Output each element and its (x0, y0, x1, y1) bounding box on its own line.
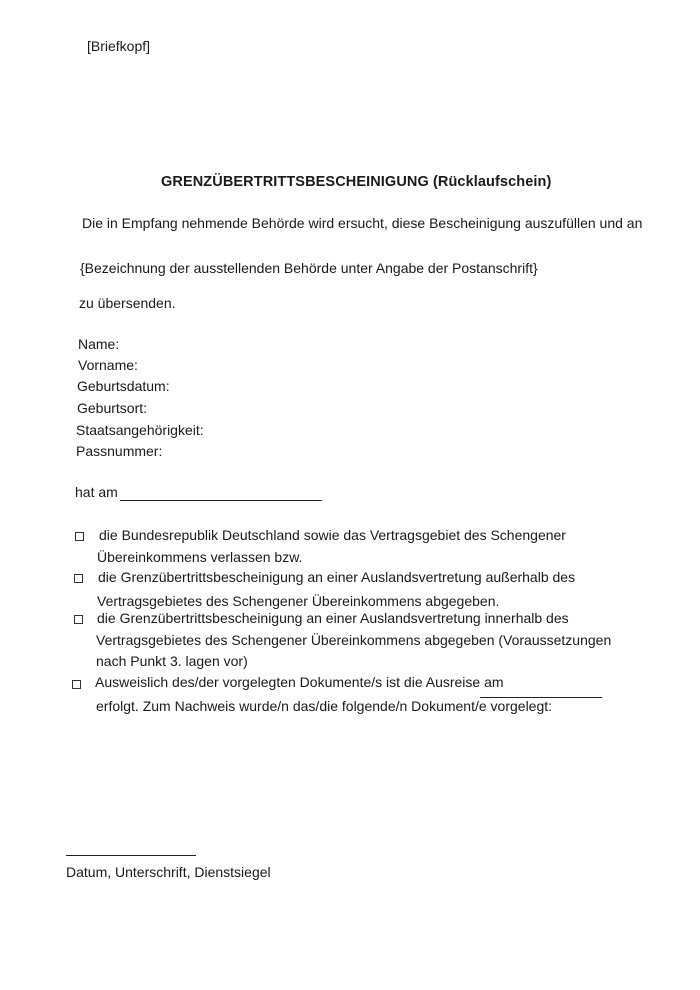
intro-line-3: zu übersenden. (79, 295, 176, 311)
option-3-checkbox[interactable] (74, 615, 83, 624)
document-title: GRENZÜBERTRITTSBESCHEINIGUNG (Rücklaufschein) (161, 174, 552, 190)
option-3-line-1: die Grenzübertrittsbescheinigung an einer Auslandsvertretung innerhalb des (97, 610, 569, 626)
field-vorname-label: Vorname: (78, 357, 138, 373)
option-3-line-2: Vertragsgebietes des Schengener Übereinkommens abgegeben (Voraussetzungen (96, 632, 612, 648)
field-geburtsdatum-label: Geburtsdatum: (77, 378, 170, 394)
option-1-line-1: die Bundesrepublik Deutschland sowie das Vertragsgebiet des Schengener (99, 527, 566, 543)
option-3-line-3: nach Punkt 3. lagen vor) (96, 653, 248, 669)
intro-line-2: {Bezeichnung der ausstellenden Behörde unter Angabe der Postanschrift} (80, 260, 538, 276)
signature-label: Datum, Unterschrift, Dienstsiegel (66, 864, 271, 880)
field-geburtsort-label: Geburtsort: (77, 400, 148, 416)
hat-am-label: hat am (75, 484, 118, 500)
field-passnummer-label: Passnummer: (76, 443, 163, 459)
letterhead-placeholder: [Briefkopf] (87, 38, 151, 54)
signature-line[interactable] (66, 855, 196, 856)
option-4-line-2: erfolgt. Zum Nachweis wurde/n das/die folgende/n Dokument/e vorgelegt: (96, 698, 553, 714)
field-name-label: Name: (78, 336, 120, 352)
option-1-checkbox[interactable] (75, 532, 84, 541)
option-2-checkbox[interactable] (74, 574, 83, 583)
option-1-line-2: Übereinkommens verlassen bzw. (97, 549, 303, 565)
field-staatsangehoerigkeit-label: Staatsangehörigkeit: (76, 422, 204, 438)
option-4-checkbox[interactable] (72, 680, 81, 689)
option-2-line-1: die Grenzübertrittsbescheinigung an einer Auslandsvertretung außerhalb des (98, 569, 576, 585)
intro-line-1: Die in Empfang nehmende Behörde wird ersucht, diese Bescheinigung auszufüllen und an (82, 215, 643, 231)
option-2-line-2: Vertragsgebietes des Schengener Übereinkommens abgegeben. (97, 593, 500, 609)
option-4-line-1: Ausweislich des/der vorgelegten Dokumente/s ist die Ausreise am (95, 674, 504, 690)
hat-am-date-line[interactable] (120, 500, 322, 501)
